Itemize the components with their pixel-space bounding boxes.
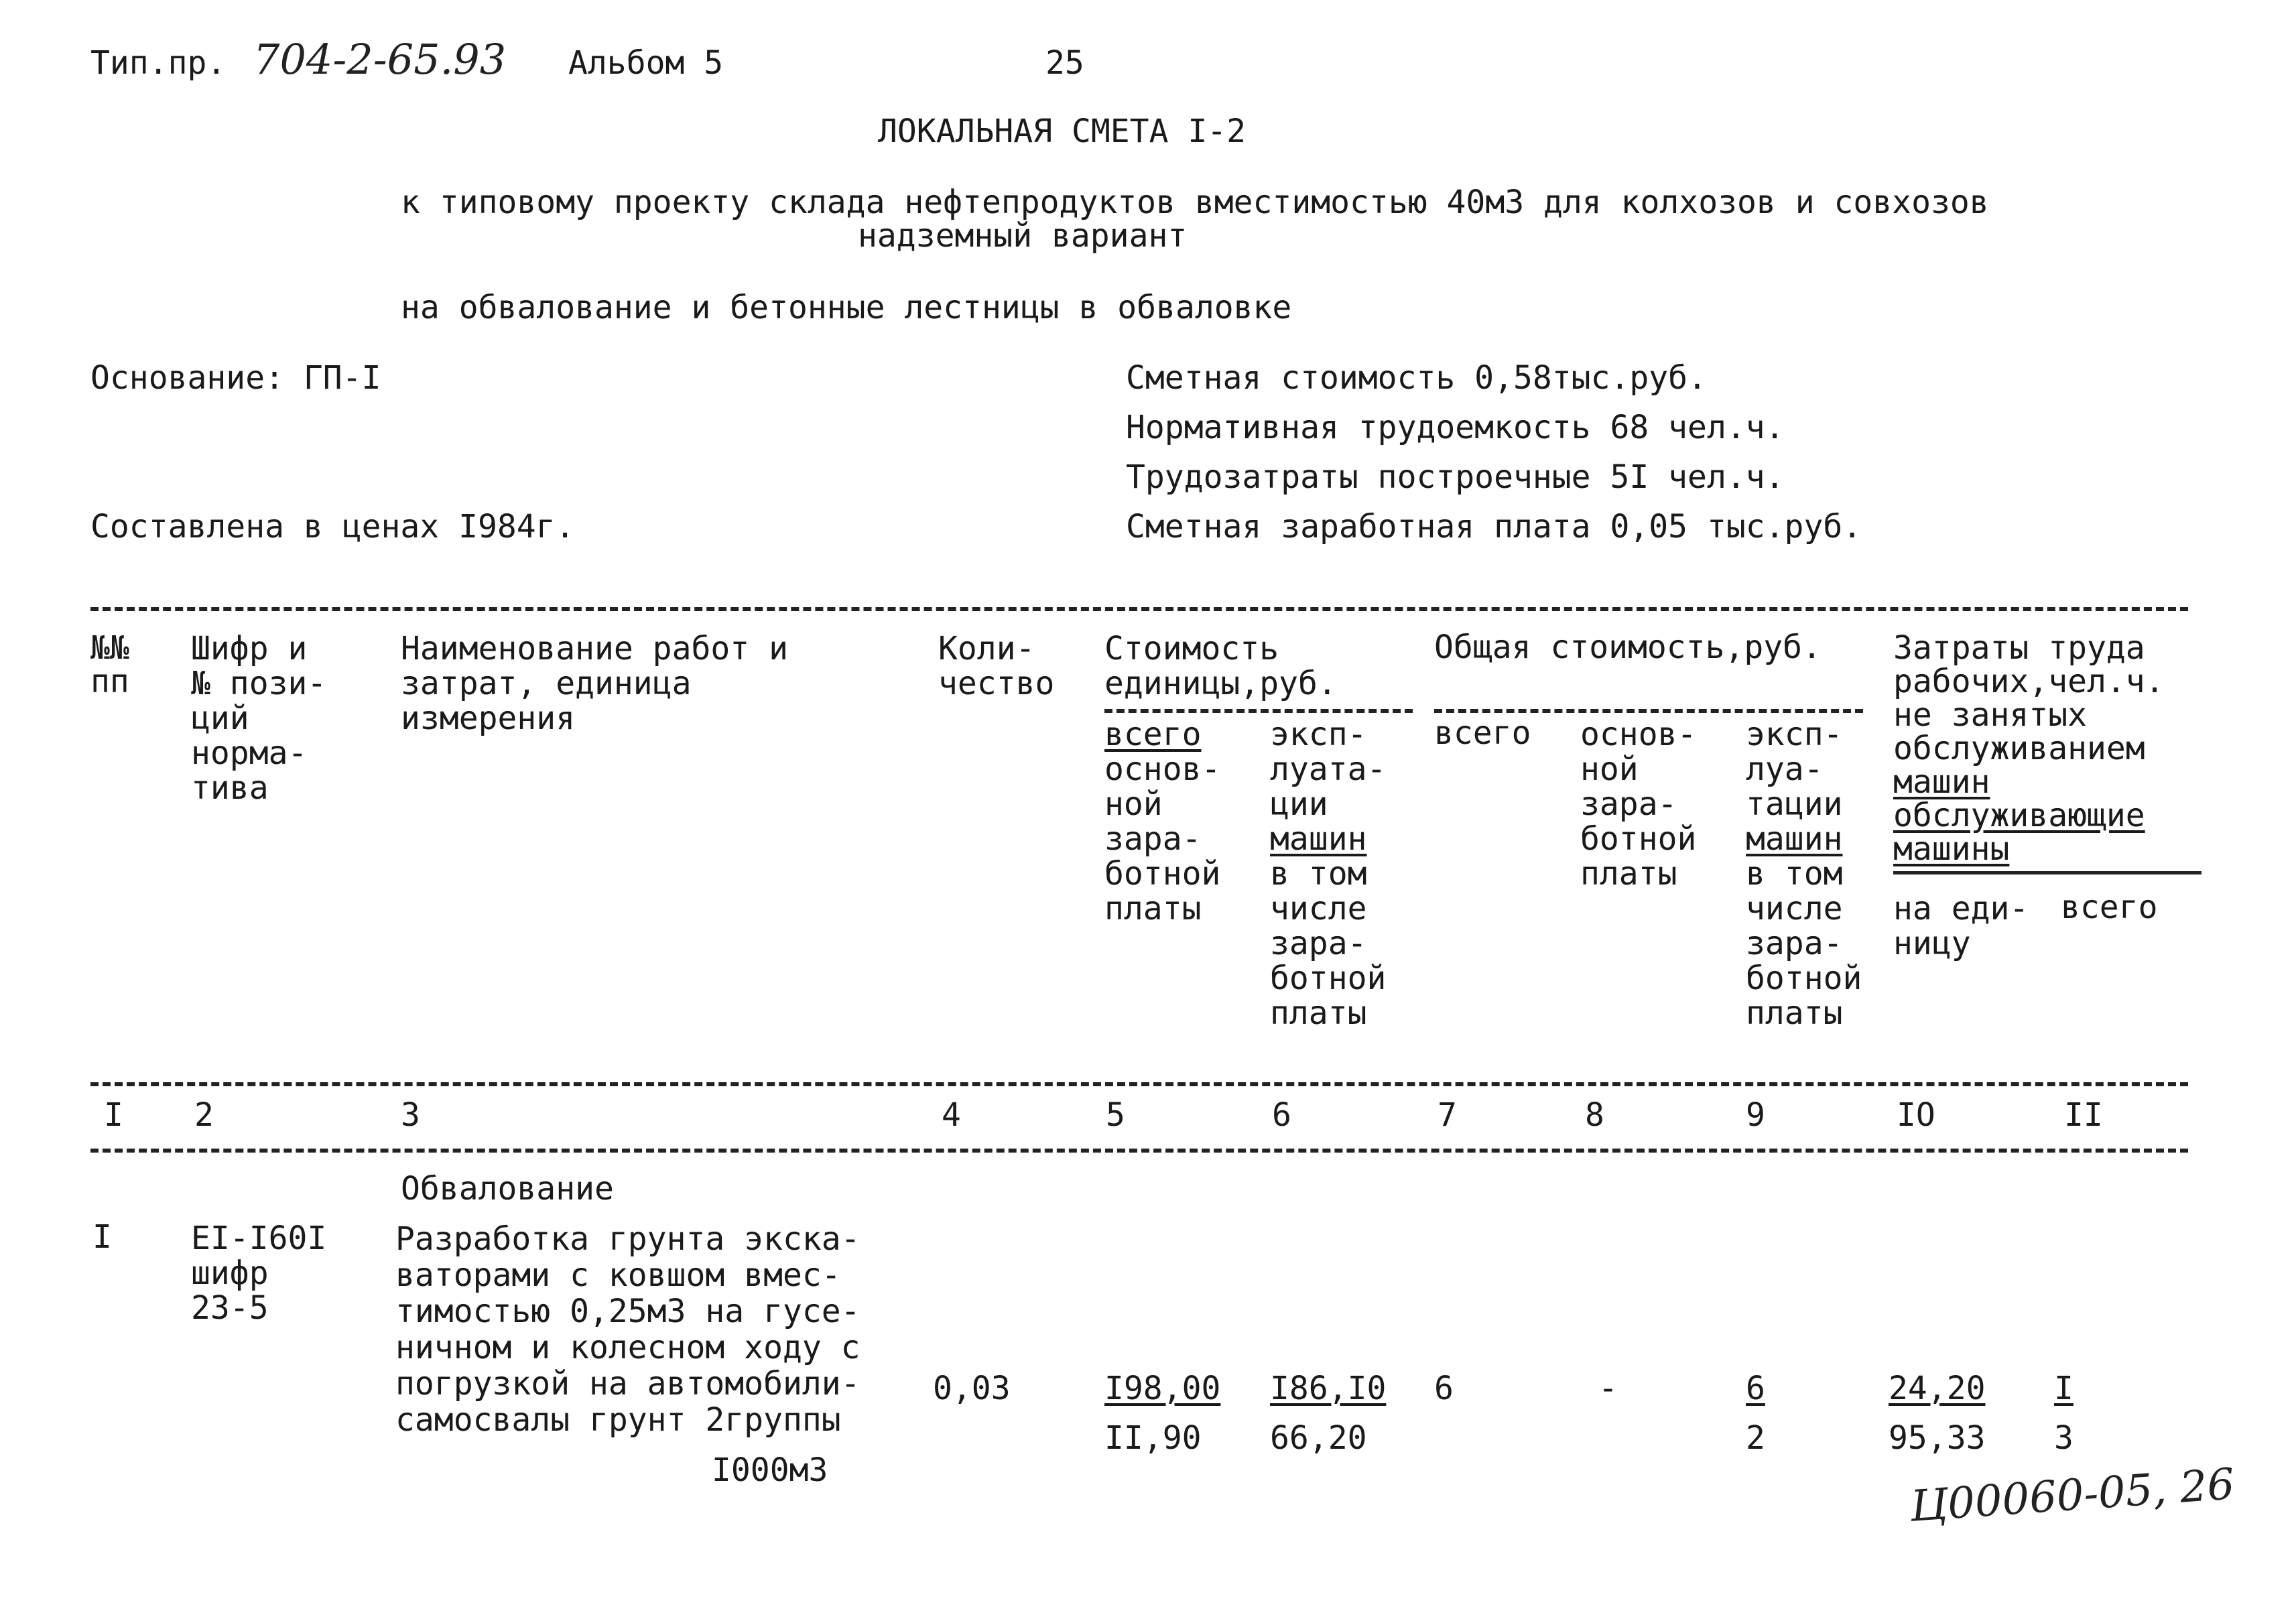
summary-wage: Сметная заработная плата 0,05 тыс.руб. (1126, 508, 1862, 545)
header-unit-cost-rule (1104, 709, 1413, 713)
row-labor-unit: 24,20 (1889, 1370, 1986, 1407)
column-number: IO (1897, 1096, 1935, 1134)
document-subtitle-1: к типовому проекту склада нефтепродуктов вместимостью 40м3 для колхозов и совхозов (401, 184, 1989, 221)
header-labor-rule (1893, 871, 2202, 874)
row-total-wage: - (1598, 1370, 1618, 1407)
row-unit-wage: II,90 (1104, 1419, 1202, 1457)
column-number: 7 (1438, 1096, 1457, 1134)
header-col-11: всего (2061, 889, 2158, 926)
document-subtitle-2: надземный вариант (858, 217, 1188, 255)
column-number: I (104, 1096, 123, 1134)
row-code: EI-I60I шифр 23-5 (191, 1220, 327, 1327)
header-col-3: Наименование работ и затрат, единица измерения (401, 630, 788, 737)
header-col-8: основ- ной зара- ботной платы (1580, 716, 1697, 893)
basis-label: Основание: ГП-I (90, 359, 381, 397)
column-number: 2 (194, 1096, 214, 1134)
column-number: 6 (1272, 1096, 1291, 1134)
header-col-7: всего (1434, 714, 1531, 752)
column-numbers-top-rule (90, 1082, 2188, 1086)
header-col-4: Коли- чество (938, 630, 1055, 702)
header-col-6: эксп- луата- ции машин в том числе зара- ботной платы (1270, 716, 1387, 1032)
type-project-label: Тип.пр. (90, 44, 227, 82)
page-number: 25 (1045, 44, 1084, 82)
row-labor-unit-machines: 95,33 (1889, 1419, 1986, 1457)
type-project-number: 704-2-65.93 (253, 35, 507, 84)
row-labor-total-machines: 3 (2054, 1419, 2074, 1457)
column-number: 4 (942, 1096, 961, 1134)
document-title: ЛОКАЛЬНАЯ СМЕТА I-2 (878, 113, 1247, 150)
header-col-5: всего основ- ной зара- ботной платы (1104, 716, 1221, 927)
archive-stamp: Ц00060-05, 26 (1909, 1459, 2236, 1532)
column-number: 5 (1106, 1096, 1125, 1134)
row-unit: I000м3 (712, 1451, 828, 1489)
header-col-2: Шифр и № пози- ций норма- тива (191, 630, 327, 807)
column-number: 3 (401, 1096, 420, 1134)
header-col-10: на еди- ницу (1893, 890, 2029, 962)
column-number: 9 (1746, 1096, 1765, 1134)
row-unit-total: I98,00 (1104, 1370, 1221, 1407)
summary-cost: Сметная стоимость 0,58тыс.руб. (1126, 359, 1707, 397)
header-col-1: №№ пп (90, 629, 129, 700)
row-unit-machines: I86,I0 (1270, 1370, 1387, 1407)
column-number: II (2064, 1096, 2103, 1134)
header-total-cost: Общая стоимость,руб. (1434, 629, 1822, 666)
prices-year: Составлена в ценах I984г. (90, 508, 575, 545)
row-work-name: Разработка грунта экска- ваторами с ковшом вмес- тимостью 0,25м3 на гусе- ничном и колесном ходу с погрузкой на автомобили- самосвалы грунт 2группы (395, 1220, 860, 1439)
column-number: 8 (1585, 1096, 1604, 1134)
row-quantity: 0,03 (933, 1370, 1011, 1407)
row-unit-machines-wage: 66,20 (1270, 1419, 1367, 1457)
header-labor: Затраты труда рабочих,чел.ч. не занятых обслуживанием машин обслуживающие машины (1893, 629, 2165, 868)
row-number: I (92, 1218, 112, 1256)
row-total-machines-wage: 2 (1746, 1419, 1765, 1457)
header-total-cost-rule (1434, 709, 1863, 713)
album-label: Альбом 5 (568, 44, 724, 82)
table-top-rule (90, 607, 2188, 611)
header-unit-cost: Стоимость единицы,руб. (1104, 630, 1337, 702)
row-total: 6 (1434, 1370, 1454, 1407)
summary-labor-norm: Нормативная трудоемкость 68 чел.ч. (1126, 409, 1785, 446)
document-subtitle-3: на обвалование и бетонные лестницы в обваловке (401, 289, 1292, 326)
section-title: Обвалование (401, 1170, 614, 1208)
row-total-machines: 6 (1746, 1370, 1765, 1407)
summary-labor-site: Трудозатраты построечные 5I чел.ч. (1126, 458, 1785, 496)
column-numbers-bottom-rule (90, 1149, 2188, 1153)
header-col-9: эксп- луа- тации машин в том числе зара- ботной платы (1746, 716, 1862, 1032)
row-labor-total: I (2054, 1370, 2074, 1407)
